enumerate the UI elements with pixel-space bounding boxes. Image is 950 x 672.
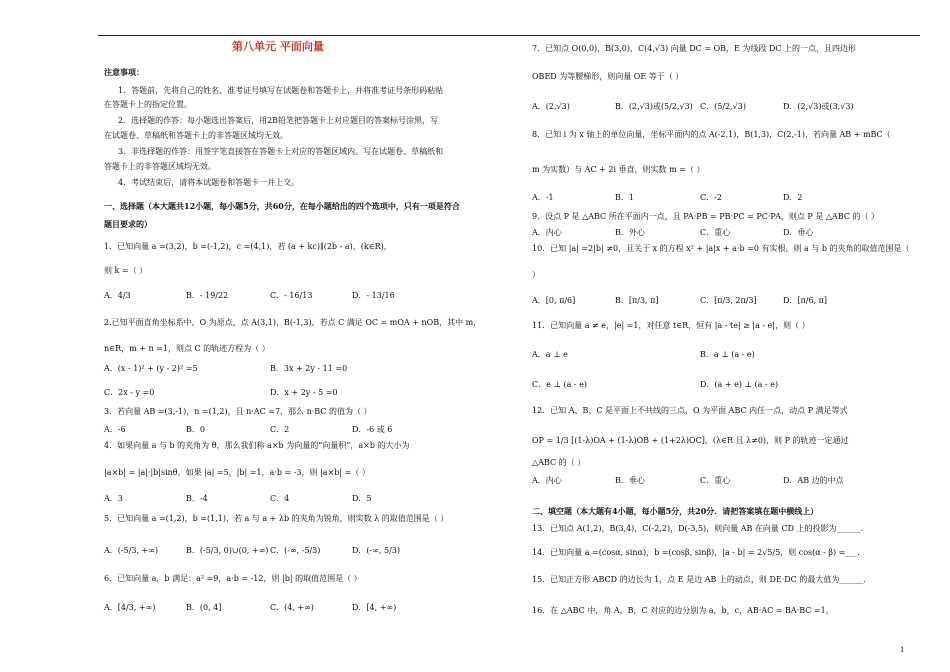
q16-stem: 16．在 △ABC 中，角 A，B，C 对应的边分别为 a，b，c，AB·AC = BA·BC =1，: [532, 606, 834, 615]
q12-option-c: C．重心: [700, 476, 731, 485]
notice-item: 在试题卷、草稿纸和答题卡上的非答题区域均无效。: [104, 131, 288, 140]
section1-heading: 一、选择题（本大题共12小题，每小题5分，共60分，在每小题给出的四个选项中，只有一项是符合: [104, 201, 460, 211]
q11-option-d: D．(a + e) ⊥ (a - e): [700, 380, 779, 389]
q9-stem: 9．设点 P 是 △ABC 所在平面内一点，且 PA·PB = PB·PC = PC·PA，则点 P 是 △ABC 的（ ）: [532, 212, 880, 221]
q5-option-b: B．(-5/3, 0)∪(0, +∞): [186, 546, 269, 555]
notice-item: 4．考试结束后，请将本试题卷和答题卡一并上交。: [118, 178, 300, 187]
q11-option-a: A．a ⊥ e: [532, 350, 568, 359]
q7-stem: 7．已知点 O(0,0)，B(3,0)，C(4,√3) 向量 DC = OB，E 为线段 DC 上的一点，且四边形: [532, 44, 857, 53]
q12-option-b: B．垂心: [615, 476, 645, 485]
section1-heading-cont: 题目要求的）: [104, 219, 152, 229]
q6-option-a: A．[4/3, +∞): [104, 603, 156, 612]
q12-option-d: D．AB 边的中点: [783, 476, 844, 485]
q8-option-a: A．-1: [532, 193, 554, 202]
q4-option-b: B．-4: [186, 494, 208, 503]
q2-stem: 2.已知平面直角坐标系中，O 为原点，点 A(3,1)，B(-1,3)，若点 C 满足 OC = mOA + nOB，其中 m，: [104, 318, 482, 327]
q6-stem: 6．已知向量 a，b 满足：a² =9，a·b = -12，则 |b| 的取值范围是（ ）: [104, 574, 362, 583]
notice-heading: 注意事项：: [104, 67, 144, 77]
q1-stem: 1．已知向量 a =(3,2)，b =(-1,2)，c =(4,1)，若 (a + kc)∥(2b - a)，(k∈R)，: [104, 242, 392, 251]
q4-stem-cont: |a×b| = |a|·|b|sinθ，如果 |a| =5，|b| =1，a·b = -3，则 |a×b| =（ ）: [104, 468, 370, 477]
q10-option-d: D．[π/6, π]: [783, 296, 828, 305]
q12-stem: 12．已知 A、B、C 是平面上不共线的三点，O 为平面 ABC 内任一点，动点 P 满足等式: [532, 406, 848, 415]
q4-option-c: C．4: [270, 494, 290, 503]
q8-option-c: C．-2: [700, 193, 722, 202]
q2-option-a: A．(x - 1)² + (y - 2)² =5: [104, 364, 198, 373]
q5-stem: 5．已知向量 a =(1,2)，b =(1,1)，若 a 与 a + λb 的夹角为锐角，则实数 λ 的取值范围是（ ）: [104, 514, 449, 523]
q8-option-d: D．2: [783, 193, 803, 202]
q10-option-c: C．[π/3, 2π/3]: [700, 296, 757, 305]
q4-option-d: D．5: [352, 494, 372, 503]
q12-stem-cont2: △ABC 的（ ）: [532, 458, 586, 467]
q15-stem: 15．已知正方形 ABCD 的边长为 1，点 E 是边 AB 上的动点，则 DE·DC 的最大值为______．: [532, 575, 872, 584]
q10-option-b: B．[π/3, π]: [615, 296, 659, 305]
q6-option-b: B．(0, 4]: [186, 603, 222, 612]
notice-item: 在答题卡上的指定位置。: [104, 100, 192, 109]
q5-option-a: A．(-5/3, +∞): [104, 546, 159, 555]
q8-stem-cont: m 为实数）与 AC + 2i 垂直，则实数 m =（ ）: [532, 165, 705, 174]
q6-option-c: C．(4, +∞): [270, 603, 314, 612]
q8-option-b: B．1: [615, 193, 634, 202]
q5-option-d: D．(-∞, 5/3): [352, 546, 400, 555]
q9-option-c: C．重心: [700, 228, 731, 237]
q3-option-a: A．-6: [104, 425, 126, 434]
q1-option-b: B．- 19/22: [186, 291, 229, 300]
notice-item: 3．非选择题的作答：用签字笔直接答在答题卡上对应的答题区域内。写在试题卷、草稿纸和: [118, 147, 444, 156]
section2-heading: 二、填空题（本大题有4小题，每小题5分，共20分．请把答案填在题中横线上）: [532, 506, 819, 516]
q1-option-d: D．- 13/16: [352, 291, 395, 300]
q7-stem-cont: OBED 为等腰梯形，则向量 OE 等于（ ）: [532, 72, 684, 81]
q4-stem: 4．如果向量 a 与 b 的夹角为 θ，那么我们称 a×b 为向量的“向量积”，a×b 的大小为: [104, 441, 410, 450]
q12-stem-cont: OP = 1/3 [(1-λ)OA + (1-λ)OB + (1+2λ)OC]，(λ∈R 且 λ≠0)，则 P 的轨迹一定通过: [532, 436, 849, 445]
notice-item: 1．答题前，先将自己的姓名、准考证号填写在试题卷和答题卡上，并将准考证号条形码粘贴: [118, 86, 444, 95]
q3-stem: 3．若向量 AB =(3,-1)，n =(1,2)，且 n·AC =7，那么 n·BC 的值为（ ）: [104, 407, 372, 416]
q2-option-d: D．x + 2y - 5 =0: [270, 388, 338, 397]
q9-option-a: A．内心: [532, 228, 562, 237]
q10-stem: 10．已知 |a| =2|b| ≠0，且关于 x 的方程 x² + |a|x + a·b =0 有实根，则 a 与 b 的夹角的取值范围是（: [532, 244, 910, 253]
q1-option-a: A．4/3: [104, 291, 131, 300]
q13-stem: 13．已知点 A(1,2)，B(3,4)，C(-2,2)，D(-3,5)，则向量 AB 在向量 CD 上的投影为______．: [532, 524, 869, 533]
q2-option-c: C．2x - y =0: [104, 388, 155, 397]
q9-option-b: B．外心: [615, 228, 645, 237]
q1-stem-cont: 则 k =（ ）: [104, 266, 148, 275]
q10-option-a: A．[0, π/6]: [532, 296, 576, 305]
page-number: 1: [900, 646, 905, 654]
q10-stem-cont: ）: [532, 270, 540, 279]
q1-option-c: C．- 16/13: [270, 291, 313, 300]
q2-option-b: B．3x + 2y - 11 =0: [270, 364, 348, 373]
q6-option-d: D．[4, +∞): [352, 603, 397, 612]
q3-option-d: D．-6 或 6: [352, 425, 393, 434]
q12-option-a: A．内心: [532, 476, 562, 485]
q7-option-b: B．(2,√3)或(5/2,√3): [615, 102, 693, 111]
page-title: 第八单元 平面向量: [232, 40, 324, 53]
q14-stem: 14．已知向量 a =(cosα, sinα)，b =(cosβ, sinβ)，|a - b| = 2√5/5，则 cos(α - β) =___．: [532, 548, 866, 557]
q11-option-b: B．a ⊥ (a - e): [700, 350, 755, 359]
q5-option-c: C．(-∞, -5/3): [270, 546, 321, 555]
q3-option-c: C．2: [270, 425, 290, 434]
notice-item: 2．选择题的作答：每小题选出答案后，用2B铅笔把答题卡上对应题目的答案标号涂黑，写: [118, 116, 439, 125]
q7-option-a: A．(2,√3): [532, 102, 570, 111]
q2-stem-cont: n∈R，m + n =1，则点 C 的轨迹方程为（ ）: [104, 344, 270, 353]
q7-option-d: D．(2,√3)或(3,√3): [783, 102, 854, 111]
q7-option-c: C．(5/2,√3): [700, 102, 746, 111]
top-rule: [98, 35, 920, 36]
q11-stem: 11．已知向量 a ≠ e，|e| =1，对任意 t∈R，恒有 |a - te| ≥ |a - e|，则（ ）: [532, 321, 810, 330]
notice-item: 答题卡上的非答题区域均无效。: [104, 162, 216, 171]
q3-option-b: B．0: [186, 425, 205, 434]
q11-option-c: C．e ⊥ (a - e): [532, 380, 587, 389]
q4-option-a: A．3: [104, 494, 123, 503]
q9-option-d: D．垂心: [783, 228, 814, 237]
q8-stem: 8．已知 i 为 x 轴上的单位向量，坐标平面内的点 A(-2,1)，B(1,3)，C(2,-1)，若向量 AB + mBC（: [532, 130, 891, 139]
